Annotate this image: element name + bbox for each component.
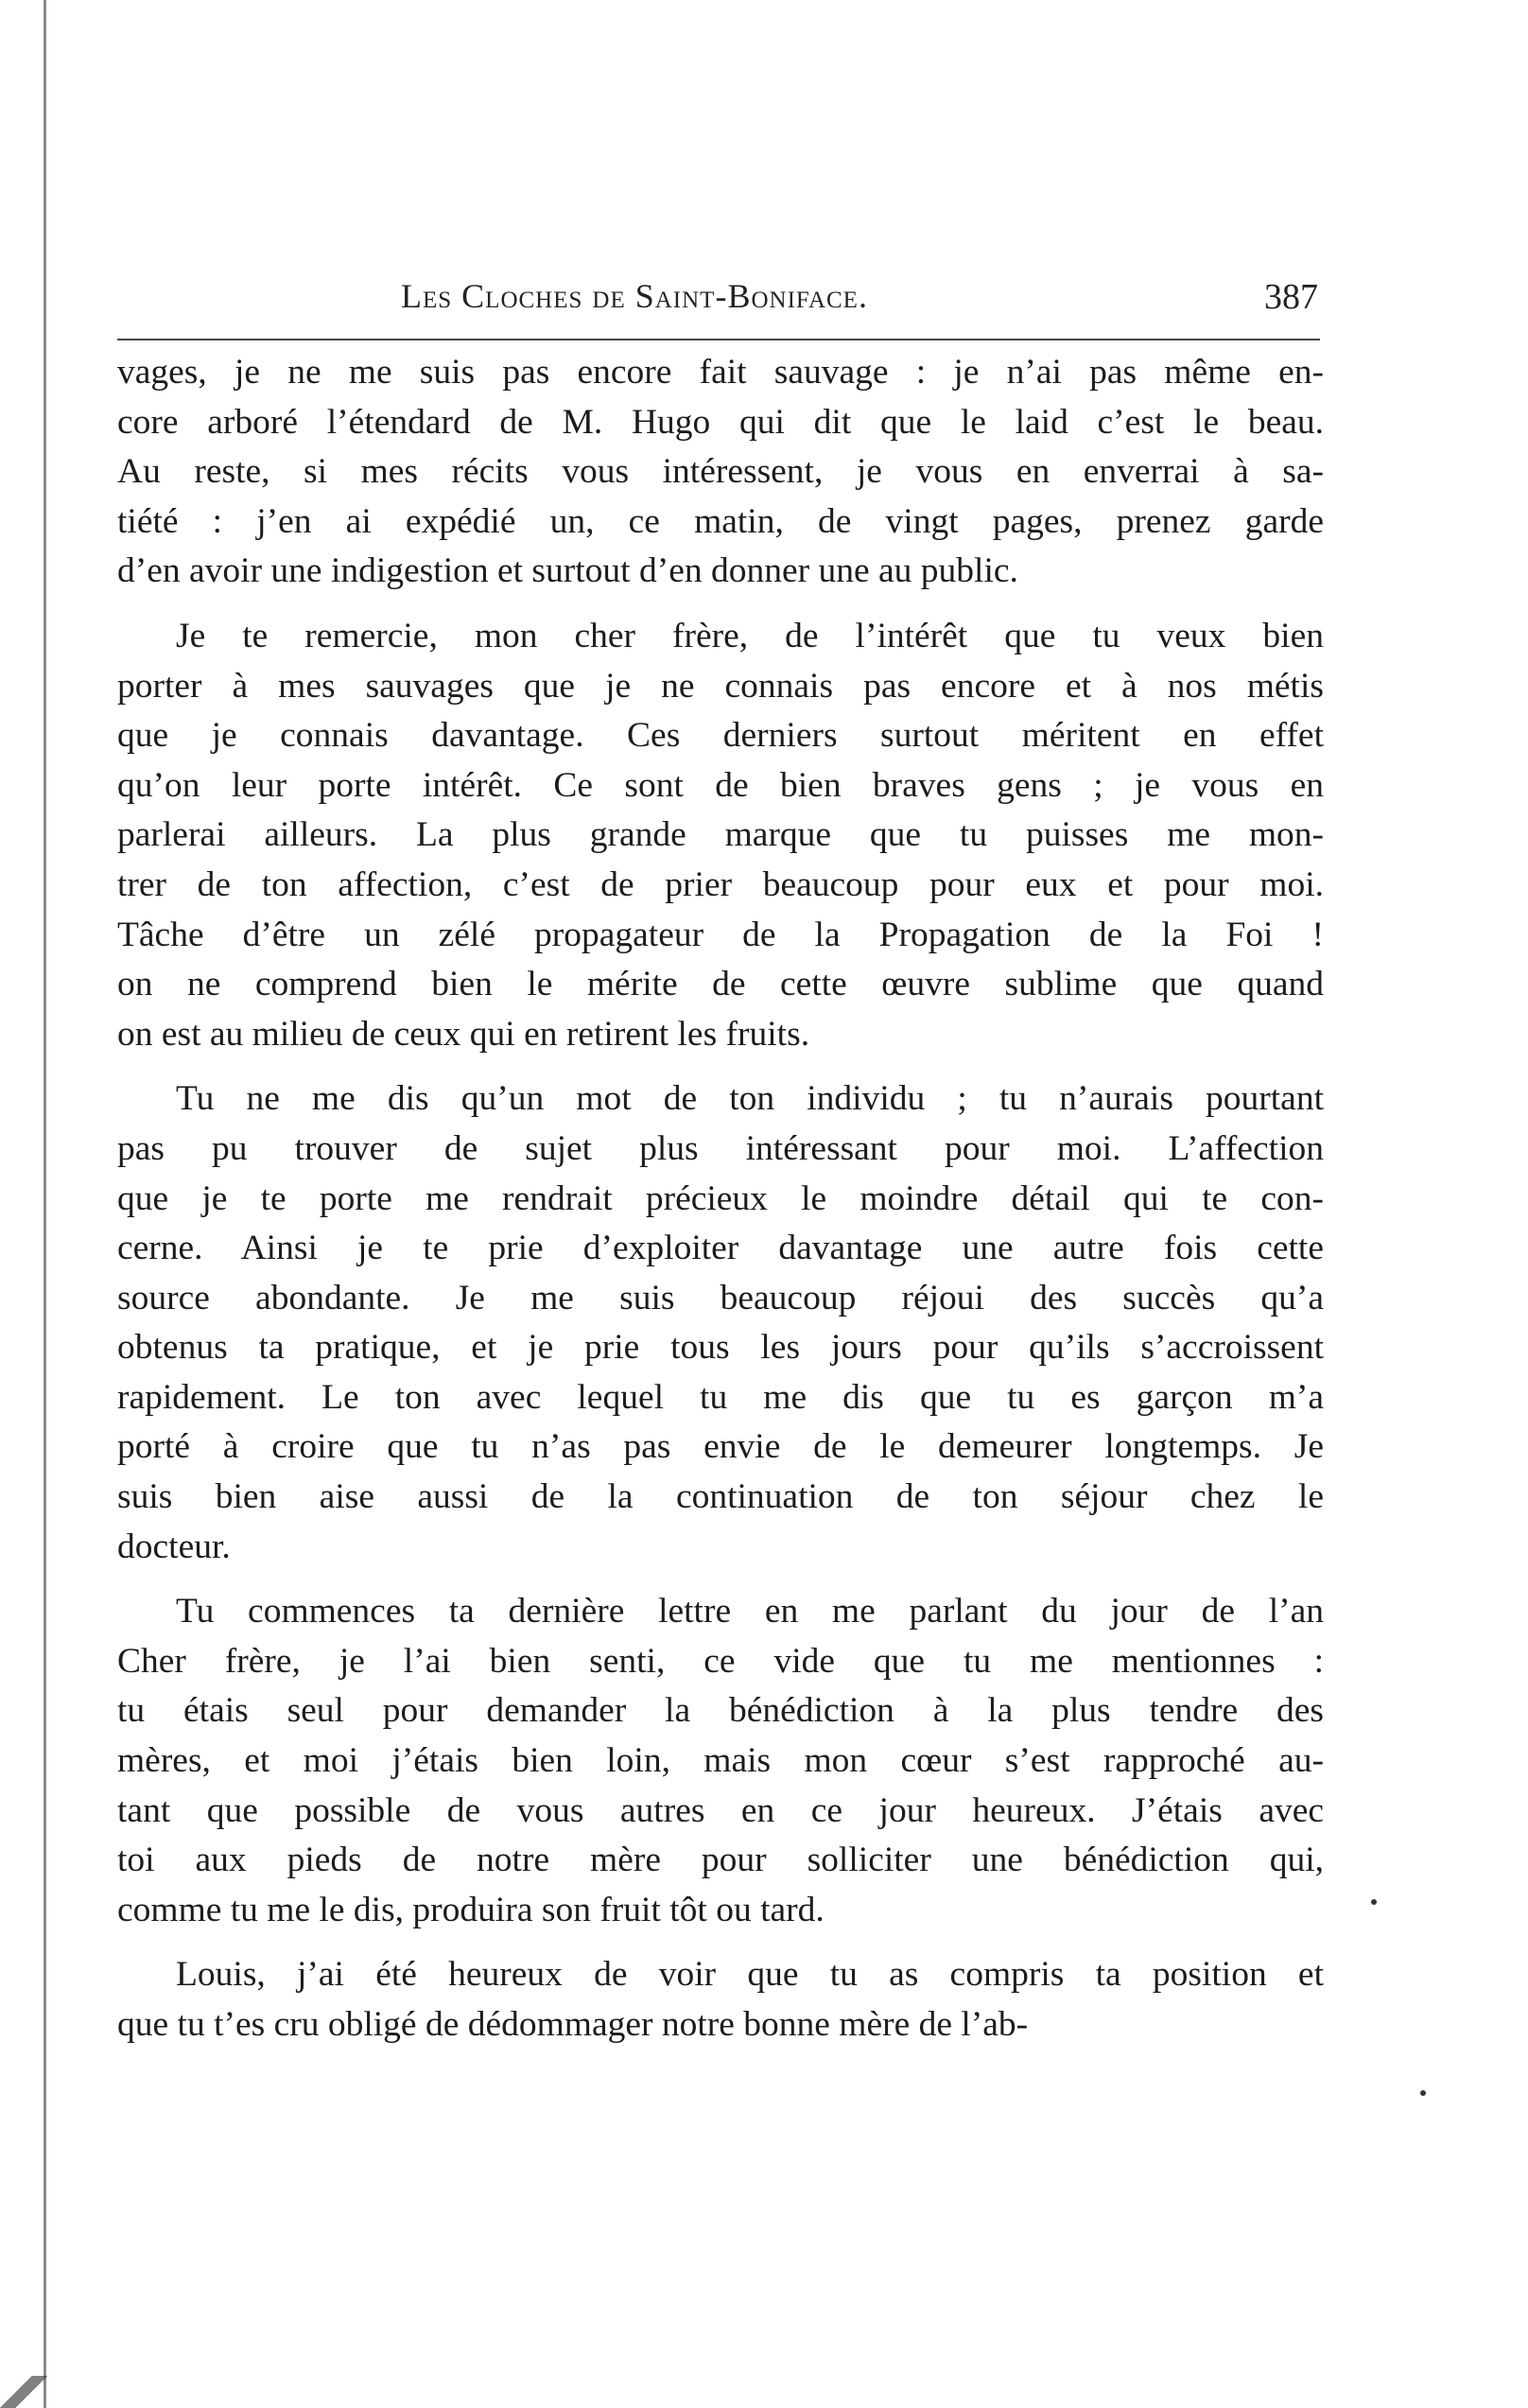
text-line: Tâche d’être un zélé propagateur de la Propagation de la Foi !: [117, 915, 1324, 954]
text-line: on est au milieu de ceux qui en retirent les fruits.: [117, 1014, 810, 1054]
text-line: mères, et moi j’étais bien loin, mais mon cœur s’est rapproché au-: [117, 1741, 1324, 1781]
text-line: source abondante. Je me suis beaucoup réjoui des succès qu’a: [117, 1278, 1324, 1317]
running-title: Les Cloches de Saint-Boniface.: [401, 277, 868, 315]
text-line: trer de ton affection, c’est de prier beaucoup pour eux et pour moi.: [117, 864, 1324, 904]
scan-corner-mark: [0, 2376, 47, 2408]
text-line: suis bien aise aussi de la continuation de ton séjour chez le: [117, 1477, 1324, 1517]
text-line: Au reste, si mes récits vous intéressent, je vous en enverrai à sa-: [117, 452, 1324, 492]
text-line: qu’on leur porte intérêt. Ce sont de bien braves gens ; je vous en: [117, 765, 1324, 805]
paragraph: [117, 348, 1324, 597]
page-binding-edge: [43, 0, 46, 2408]
text-line: core arboré l’étendard de M. Hugo qui dit que le laid c’est le beau.: [117, 402, 1324, 442]
text-line: docteur.: [117, 1527, 231, 1566]
text-line: Louis, j’ai été heureux de voir que tu as compris ta position et: [176, 1955, 1324, 1995]
page-header: [401, 276, 1318, 327]
text-line: on ne comprend bien le mérite de cette œuvre sublime que quand: [117, 965, 1324, 1004]
text-line: toi aux pieds de notre mère pour solliciter une bénédiction qui,: [117, 1841, 1324, 1880]
paragraph: [117, 1950, 1324, 2050]
text-line: comme tu me le dis, produira son fruit tôt ou tard.: [117, 1890, 825, 1929]
text-line: rapidement. Le ton avec lequel tu me dis que tu es garçon m’a: [117, 1377, 1324, 1417]
text-line: que je connais davantage. Ces derniers surtout méritent en effet: [117, 716, 1324, 756]
text-line: Tu ne me dis qu’un mot de ton individu ; tu n’aurais pourtant: [176, 1079, 1324, 1119]
page-number: 387: [1264, 277, 1318, 317]
text-line: porter à mes sauvages que je ne connais pas encore et à nos métis: [117, 666, 1324, 706]
text-line: cerne. Ainsi je te prie d’exploiter davantage une autre fois cette: [117, 1229, 1324, 1268]
text-line: vages, je ne me suis pas encore fait sauvage : je n’ai pas même en-: [117, 353, 1324, 392]
text-line: parlerai ailleurs. La plus grande marque que tu puisses me mon-: [117, 815, 1324, 855]
stray-mark: [1420, 2090, 1426, 2096]
header-rule: [117, 339, 1320, 340]
text-line: porté à croire que tu n’as pas envie de le demeurer longtemps. Je: [117, 1427, 1324, 1467]
paragraph: [117, 1074, 1324, 1572]
text-line: tant que possible de vous autres en ce jour heureux. J’étais avec: [117, 1790, 1324, 1830]
paragraph: [117, 1587, 1324, 1935]
text-line: obtenus ta pratique, et je prie tous les jours pour qu’ils s’accroissent: [117, 1328, 1324, 1368]
body-text: [117, 348, 1324, 2066]
text-line: tiété : j’en ai expédié un, ce matin, de vingt pages, prenez garde: [117, 501, 1324, 541]
text-line: que tu t’es cru obligé de dédommager notre bonne mère de l’ab-: [117, 2005, 1029, 2044]
text-line: d’en avoir une indigestion et surtout d’en donner une au public.: [117, 551, 1018, 591]
paragraph: [117, 612, 1324, 1059]
text-line: pas pu trouver de sujet plus intéressant pour moi. L’affection: [117, 1128, 1324, 1168]
text-line: Cher frère, je l’ai bien senti, ce vide que tu me mentionnes :: [117, 1641, 1324, 1681]
text-line: Tu commences ta dernière lettre en me parlant du jour de l’an: [176, 1592, 1324, 1632]
stray-mark: [1371, 1899, 1377, 1905]
text-line: Je te remercie, mon cher frère, de l’intérêt que tu veux bien: [176, 616, 1324, 655]
text-line: tu étais seul pour demander la bénédiction à la plus tendre des: [117, 1691, 1324, 1731]
text-line: que je te porte me rendrait précieux le moindre détail qui te con-: [117, 1178, 1324, 1218]
